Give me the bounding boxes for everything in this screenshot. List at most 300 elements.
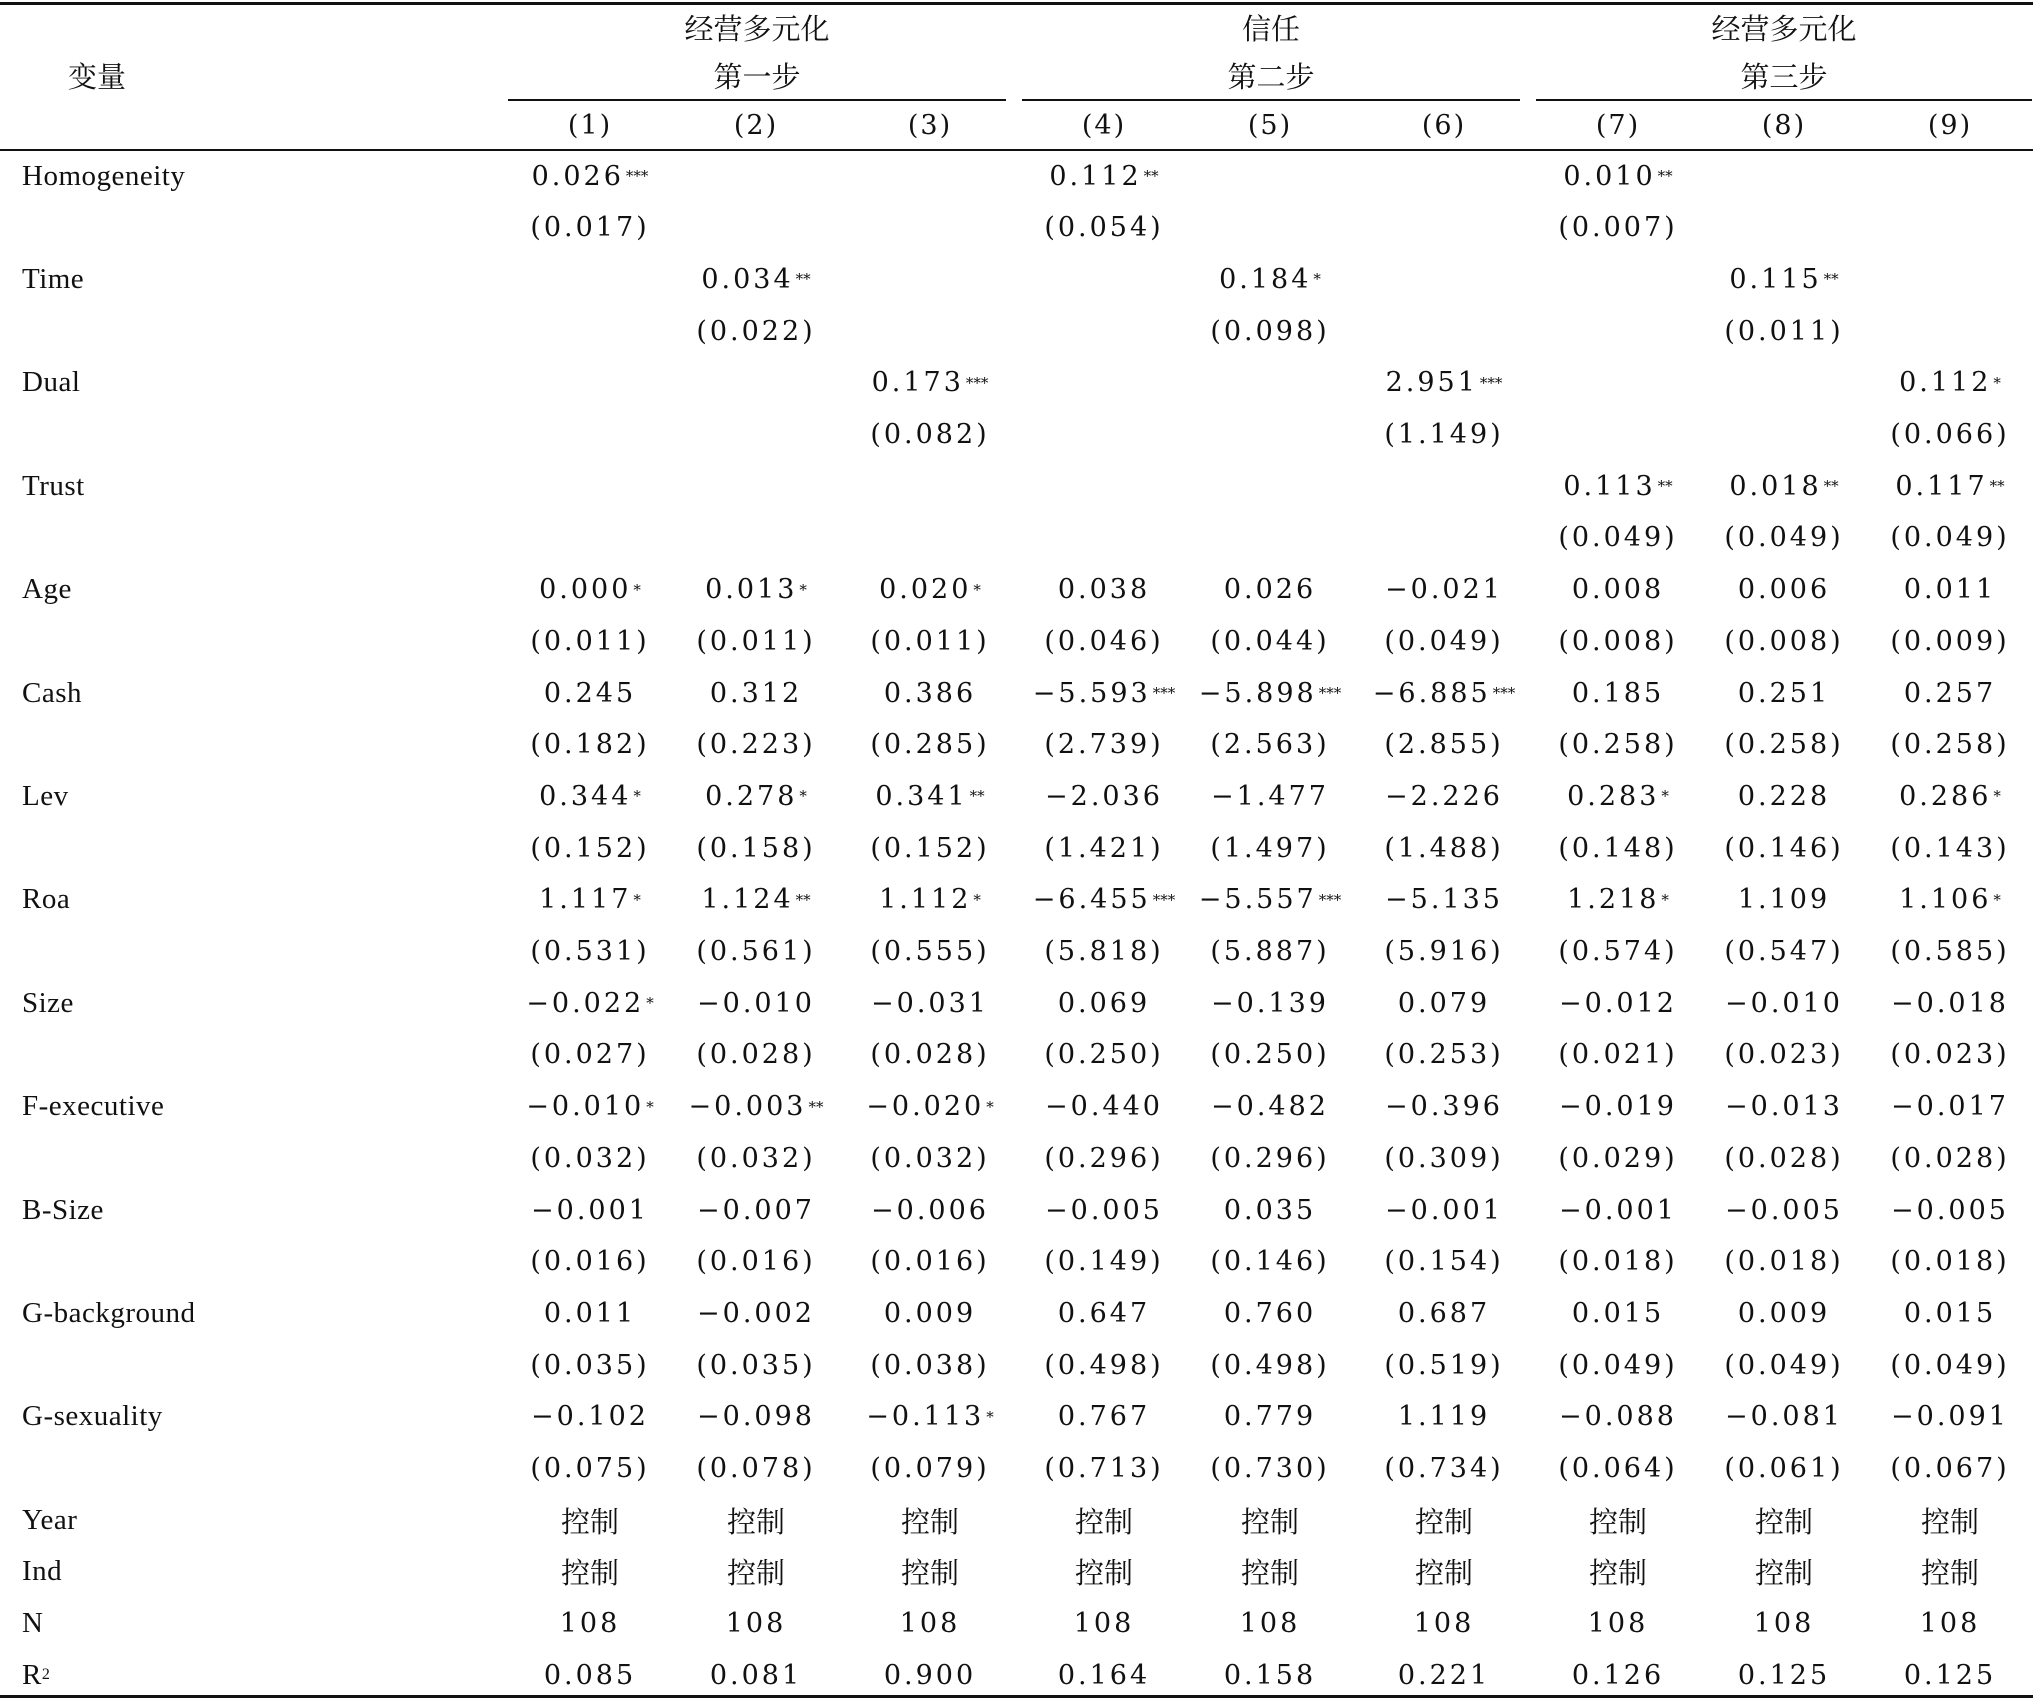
cell-value: 108 <box>1753 1608 1815 1640</box>
table-cell <box>1534 822 1702 874</box>
table-cell <box>846 822 1014 874</box>
table-cell <box>1866 1029 2033 1081</box>
table-cell <box>1700 822 1868 874</box>
cell-value: 控制 <box>560 1504 619 1539</box>
table-cell <box>672 305 840 357</box>
row-label-text: G-sexuality <box>22 1400 163 1433</box>
table-cell <box>506 1287 674 1339</box>
row-label <box>22 1184 104 1236</box>
cell-value: (0.049) <box>1384 625 1504 657</box>
significance-stars: * <box>1661 787 1669 806</box>
cell-value: (0.032) <box>530 1142 650 1174</box>
table-cell <box>506 615 674 667</box>
group-3-title <box>1536 2 2032 52</box>
table-cell <box>506 1132 674 1184</box>
cell-value: (0.498) <box>1044 1349 1164 1381</box>
row-label-text: Time <box>22 262 85 295</box>
table-row <box>0 357 2033 409</box>
table-cell <box>1866 977 2033 1029</box>
table-cell <box>1534 1598 1702 1650</box>
table-row <box>0 253 2033 305</box>
cell-value: 1.106 <box>1899 884 1992 916</box>
cell-value: (1.149) <box>1384 419 1504 450</box>
table-row <box>0 667 2033 719</box>
table-cell <box>1866 1494 2033 1546</box>
cell-value: (0.250) <box>1210 1039 1330 1071</box>
row-label-text: Trust <box>22 469 85 502</box>
cell-value: (0.519) <box>1384 1349 1504 1381</box>
column-number-6: (6) <box>1421 109 1467 141</box>
cell-value: 2.951 <box>1385 367 1478 399</box>
table-cell <box>1360 1339 1528 1391</box>
cell-value: (0.035) <box>696 1349 816 1381</box>
significance-stars: ** <box>969 787 985 806</box>
table-cell <box>1186 1236 1354 1288</box>
significance-stars: * <box>1993 890 2001 909</box>
significance-stars: * <box>633 787 641 806</box>
table-cell <box>1534 1391 1702 1443</box>
cell-value: 控制 <box>1414 1504 1473 1539</box>
cell-value: 0.117 <box>1895 470 1988 502</box>
table-cell <box>1866 460 2033 512</box>
table-cell <box>846 1391 1014 1443</box>
table-cell <box>1700 1391 1868 1443</box>
table-cell <box>672 667 840 719</box>
group-2-step-text: 第二步 <box>1227 59 1315 94</box>
table-cell <box>1186 1132 1354 1184</box>
table-row <box>0 719 2033 771</box>
cell-value: (0.032) <box>696 1142 816 1174</box>
cell-value: (0.007) <box>1558 212 1678 244</box>
significance-stars: *** <box>1318 890 1342 909</box>
cell-value: (0.152) <box>870 832 990 864</box>
table-cell <box>1866 1443 2033 1495</box>
table-cell <box>1534 667 1702 719</box>
table-cell <box>846 1649 1014 1701</box>
cell-value: 控制 <box>1588 1504 1647 1539</box>
cell-value: (1.488) <box>1384 832 1504 864</box>
cell-value: 0.115 <box>1729 263 1822 295</box>
cell-value: 0.286 <box>1899 780 1992 812</box>
row-label <box>22 253 84 305</box>
table-cell <box>1866 1546 2033 1598</box>
cell-value: (0.498) <box>1210 1349 1330 1381</box>
cell-value: 控制 <box>900 1556 959 1591</box>
row-label-text: N <box>22 1607 44 1640</box>
cell-value: 0.228 <box>1737 780 1831 812</box>
table-row <box>0 460 2033 512</box>
cell-value: −0.007 <box>697 1194 815 1226</box>
cell-value: (0.258) <box>1558 729 1678 761</box>
table-row <box>0 409 2033 461</box>
table-row <box>0 1443 2033 1495</box>
cell-value: (0.011) <box>530 625 650 657</box>
cell-value: (0.075) <box>530 1453 650 1484</box>
cell-value: (0.182) <box>530 729 650 761</box>
row-label <box>22 977 74 1029</box>
cell-value: (0.028) <box>1890 1142 2010 1174</box>
cell-value: (2.739) <box>1044 729 1164 761</box>
cell-value: (2.855) <box>1384 729 1504 761</box>
cell-value: 0.113 <box>1563 470 1656 502</box>
group-3-title-text: 经营多元化 <box>1711 11 1857 46</box>
group-1-step-text: 第一步 <box>713 59 801 94</box>
table-cell <box>1186 977 1354 1029</box>
group-2-step <box>1022 50 1520 100</box>
table-cell <box>1020 822 1188 874</box>
table-cell <box>1534 512 1702 564</box>
table-cell <box>1534 1081 1702 1133</box>
cell-value: 0.011 <box>543 1297 637 1329</box>
table-row <box>0 1184 2033 1236</box>
cell-value: (0.154) <box>1384 1246 1504 1278</box>
table-cell <box>846 926 1014 978</box>
table-cell <box>1700 1598 1868 1650</box>
cell-value: 控制 <box>900 1504 959 1539</box>
cell-value: (0.253) <box>1384 1039 1504 1071</box>
table-cell <box>1866 1184 2033 1236</box>
table-cell <box>506 926 674 978</box>
table-row <box>0 1236 2033 1288</box>
table-cell <box>1534 719 1702 771</box>
table-cell <box>1360 1236 1528 1288</box>
cell-value: −2.036 <box>1045 780 1163 812</box>
cell-value: (0.011) <box>1724 315 1844 347</box>
table-cell <box>1700 874 1868 926</box>
cell-value: (0.046) <box>1044 625 1164 657</box>
table-row <box>0 770 2033 822</box>
cell-value: −0.019 <box>1559 1091 1677 1123</box>
cell-value: 0.687 <box>1397 1297 1491 1329</box>
row-label-text: Dual <box>22 366 81 399</box>
row-label-text: Lev <box>22 779 69 812</box>
table-cell <box>1534 1546 1702 1598</box>
cell-value: −0.098 <box>697 1401 815 1433</box>
cell-value: 0.079 <box>1397 987 1491 1019</box>
cell-value: (0.021) <box>1558 1039 1678 1071</box>
cell-value: 0.900 <box>883 1659 977 1691</box>
cell-value: (0.023) <box>1890 1039 2010 1071</box>
table-cell <box>1186 305 1354 357</box>
table-cell <box>1020 1132 1188 1184</box>
significance-stars: * <box>646 994 654 1013</box>
table-cell <box>1186 615 1354 667</box>
table-row <box>0 1081 2033 1133</box>
table-cell <box>1700 253 1868 305</box>
group-3-step-text: 第三步 <box>1740 59 1828 94</box>
table-cell <box>1186 1391 1354 1443</box>
table-cell <box>672 1339 840 1391</box>
table-cell <box>672 1287 840 1339</box>
cell-value: 0.257 <box>1903 677 1997 709</box>
cell-value: (0.734) <box>1384 1453 1504 1484</box>
table-cell <box>1186 564 1354 616</box>
cell-value: 108 <box>1073 1608 1135 1640</box>
table-cell <box>1186 1339 1354 1391</box>
table-cell <box>672 1029 840 1081</box>
cell-value: (0.016) <box>696 1246 816 1278</box>
cell-value: (0.296) <box>1044 1142 1164 1174</box>
table-cell <box>506 1598 674 1650</box>
significance-stars: ** <box>1143 167 1159 185</box>
cell-value: 0.008 <box>1571 574 1665 606</box>
table-cell <box>1020 1236 1188 1288</box>
table-cell <box>1360 874 1528 926</box>
row-label <box>22 1391 163 1443</box>
table-cell <box>506 977 674 1029</box>
table-cell <box>672 719 840 771</box>
cell-value: (0.028) <box>696 1039 816 1071</box>
table-cell <box>846 1494 1014 1546</box>
cell-value: 0.125 <box>1737 1659 1831 1691</box>
cell-value: 控制 <box>1414 1556 1473 1591</box>
cell-value: −0.113 <box>866 1401 985 1433</box>
table-cell <box>1700 1649 1868 1701</box>
cell-value: (0.049) <box>1558 1349 1678 1381</box>
table-row <box>0 512 2033 564</box>
table-cell <box>1360 1287 1528 1339</box>
cell-value: −0.020 <box>866 1091 985 1123</box>
table-cell <box>1700 1494 1868 1546</box>
cell-value: 0.647 <box>1057 1297 1151 1329</box>
cell-value: 0.173 <box>871 367 964 399</box>
cell-value: 控制 <box>1920 1556 1979 1591</box>
table-cell <box>1020 770 1188 822</box>
cell-value: 108 <box>559 1608 621 1640</box>
table-cell <box>1866 667 2033 719</box>
cell-value: (5.818) <box>1044 936 1164 967</box>
table-cell <box>672 822 840 874</box>
cell-value: (0.061) <box>1724 1453 1844 1484</box>
cell-value: (0.158) <box>696 832 816 864</box>
significance-stars: *** <box>1318 684 1342 702</box>
table-cell <box>1700 1287 1868 1339</box>
table-cell <box>1020 1494 1188 1546</box>
table-cell <box>1020 874 1188 926</box>
table-cell <box>1020 1339 1188 1391</box>
significance-stars: *** <box>1152 684 1176 702</box>
cell-value: (0.152) <box>530 832 650 864</box>
cell-value: (0.066) <box>1890 419 2010 450</box>
table-cell <box>1534 615 1702 667</box>
row-label <box>22 1649 50 1701</box>
table-cell <box>506 874 674 926</box>
table-cell <box>1020 977 1188 1029</box>
cell-value: 0.164 <box>1057 1659 1151 1691</box>
table-row <box>0 977 2033 1029</box>
group-1-step <box>508 50 1006 100</box>
table-cell <box>1534 1029 1702 1081</box>
cell-value: 0.009 <box>883 1297 977 1329</box>
table-cell <box>1020 1443 1188 1495</box>
cell-value: 0.015 <box>1571 1297 1665 1329</box>
row-label <box>22 460 85 512</box>
table-cell <box>1700 1029 1868 1081</box>
table-cell <box>846 1546 1014 1598</box>
cell-value: −0.005 <box>1891 1194 2009 1226</box>
cell-value: (0.146) <box>1210 1246 1330 1278</box>
cell-value: (0.023) <box>1724 1039 1844 1071</box>
significance-stars: *** <box>1492 684 1516 702</box>
cell-value: 控制 <box>1588 1556 1647 1591</box>
table-cell <box>1866 357 2033 409</box>
significance-stars: ** <box>1657 167 1673 185</box>
table-cell <box>846 1081 1014 1133</box>
table-cell <box>1866 1236 2033 1288</box>
cell-value: 控制 <box>1920 1504 1979 1539</box>
table-cell <box>506 1443 674 1495</box>
cell-value: 0.760 <box>1223 1297 1317 1329</box>
row-label-text: G-background <box>22 1296 196 1329</box>
cell-value: −0.081 <box>1725 1401 1843 1433</box>
table-cell <box>672 1236 840 1288</box>
significance-stars: * <box>1993 373 2001 392</box>
cell-value: 0.085 <box>543 1659 637 1691</box>
cell-value: 0.018 <box>1729 470 1822 502</box>
cell-value: (0.054) <box>1044 212 1164 244</box>
cell-value: 0.026 <box>1223 574 1317 606</box>
cell-value: −0.017 <box>1891 1091 2009 1123</box>
table-row <box>0 1598 2033 1650</box>
cell-value: −0.010 <box>1725 987 1843 1019</box>
cell-value: (0.022) <box>696 315 816 347</box>
significance-stars: * <box>986 1097 994 1116</box>
cell-value: 0.026 <box>531 160 624 192</box>
cell-value: (0.028) <box>1724 1142 1844 1174</box>
cell-value: −0.005 <box>1045 1194 1163 1226</box>
cell-value: 0.386 <box>883 677 977 709</box>
cell-value: (0.585) <box>1890 936 2010 967</box>
cell-value: −0.102 <box>531 1401 649 1433</box>
table-cell <box>1186 1546 1354 1598</box>
cell-value: 1.109 <box>1737 884 1831 916</box>
table-cell <box>846 1443 1014 1495</box>
cell-value: −0.012 <box>1559 987 1677 1019</box>
cell-value: 0.251 <box>1737 677 1831 709</box>
cell-value: 0.184 <box>1219 263 1312 295</box>
table-cell <box>1866 564 2033 616</box>
column-number-1: (1) <box>567 109 613 141</box>
cell-value: −0.010 <box>697 987 815 1019</box>
table-cell <box>1534 1339 1702 1391</box>
cell-value: (0.078) <box>696 1453 816 1484</box>
table-cell <box>672 253 840 305</box>
cell-value: −0.002 <box>697 1297 815 1329</box>
table-cell <box>506 150 674 202</box>
table-cell <box>1866 719 2033 771</box>
table-cell <box>846 770 1014 822</box>
table-cell <box>506 770 674 822</box>
column-number-7: (7) <box>1595 109 1641 141</box>
cell-value: (0.018) <box>1724 1246 1844 1278</box>
cell-value: 控制 <box>560 1556 619 1591</box>
row-label <box>22 1598 43 1650</box>
table-cell <box>1360 1132 1528 1184</box>
table-cell <box>1534 1132 1702 1184</box>
cell-value: 控制 <box>1754 1504 1813 1539</box>
table-cell <box>1700 926 1868 978</box>
row-label <box>22 874 70 926</box>
table-cell <box>506 667 674 719</box>
cell-value: 0.010 <box>1563 160 1656 192</box>
table-cell <box>1186 822 1354 874</box>
table-cell <box>1700 1081 1868 1133</box>
table-cell <box>506 1339 674 1391</box>
cell-value: (0.730) <box>1210 1453 1330 1484</box>
table-cell <box>1534 202 1702 254</box>
row-label <box>22 770 69 822</box>
cell-value: 0.767 <box>1057 1401 1151 1433</box>
table-cell <box>1360 1081 1528 1133</box>
table-cell <box>1186 1029 1354 1081</box>
row-label-text: Age <box>22 573 72 606</box>
cell-value: 0.312 <box>709 677 803 709</box>
table-cell <box>506 1391 674 1443</box>
significance-stars: *** <box>1479 373 1503 392</box>
table-cell <box>1360 615 1528 667</box>
table-cell <box>506 564 674 616</box>
row-label-superscript: 2 <box>41 1666 51 1684</box>
table-cell <box>1020 1391 1188 1443</box>
table-cell <box>846 1339 1014 1391</box>
table-cell <box>1186 1081 1354 1133</box>
table-cell <box>1700 460 1868 512</box>
table-row <box>0 1391 2033 1443</box>
significance-stars: ** <box>795 270 811 289</box>
cell-value: (0.049) <box>1558 522 1678 554</box>
table-cell <box>672 615 840 667</box>
cell-value: −0.022 <box>526 987 645 1019</box>
table-cell <box>1534 150 1702 202</box>
cell-value: (0.029) <box>1558 1142 1678 1174</box>
table-cell <box>1866 512 2033 564</box>
table-cell <box>1534 1236 1702 1288</box>
table-cell <box>672 926 840 978</box>
table-cell <box>1020 1029 1188 1081</box>
table-cell <box>506 822 674 874</box>
table-cell <box>1186 770 1354 822</box>
variable-header <box>20 50 228 100</box>
table-cell <box>1360 1649 1528 1701</box>
cell-value: 控制 <box>1754 1556 1813 1591</box>
table-cell <box>1700 977 1868 1029</box>
cell-value: (0.561) <box>696 936 816 967</box>
significance-stars: * <box>633 580 641 599</box>
cell-value: 0.081 <box>709 1659 803 1691</box>
row-label-text: Size <box>22 986 74 1019</box>
table-cell <box>672 874 840 926</box>
variable-header-text: 变量 <box>68 59 127 94</box>
cell-value: 0.245 <box>543 677 637 709</box>
cell-value: −0.091 <box>1891 1401 2009 1433</box>
table-row <box>0 822 2033 874</box>
cell-value: 控制 <box>726 1556 785 1591</box>
table-cell <box>1020 667 1188 719</box>
table-cell <box>1866 770 2033 822</box>
table-cell <box>846 615 1014 667</box>
table-cell <box>672 1132 840 1184</box>
row-label-text: Ind <box>22 1555 63 1588</box>
cell-value: −0.396 <box>1385 1091 1503 1123</box>
table-cell <box>1020 1184 1188 1236</box>
table-cell <box>1360 1546 1528 1598</box>
significance-stars: * <box>646 1097 654 1116</box>
cell-value: −0.003 <box>688 1091 807 1123</box>
cell-value: (5.916) <box>1384 936 1504 967</box>
table-cell <box>1866 1132 2033 1184</box>
significance-stars: * <box>1313 270 1321 289</box>
significance-stars: *** <box>1152 890 1176 909</box>
